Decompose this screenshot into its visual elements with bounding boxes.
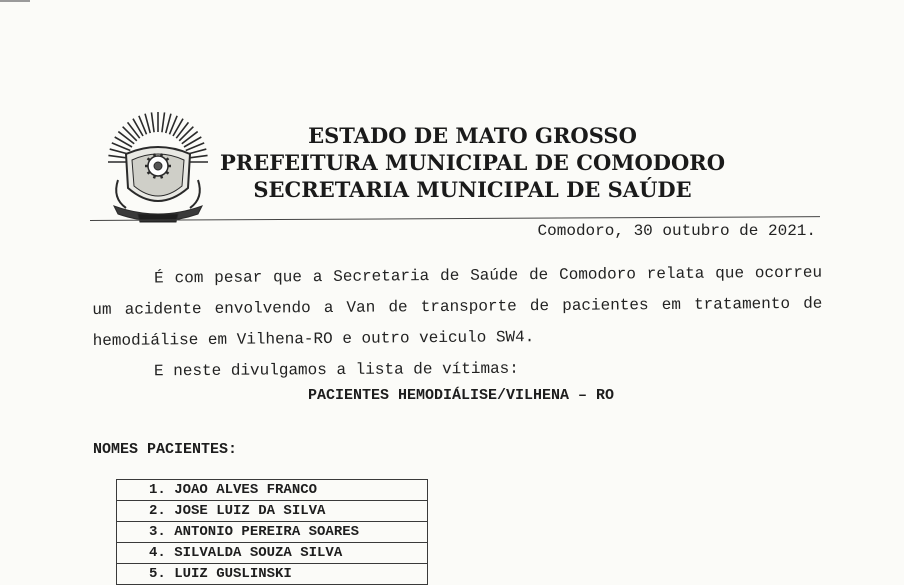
table-row xyxy=(117,543,428,564)
document-date: Comodoro, 30 outubro de 2021. xyxy=(537,222,816,240)
patients-table xyxy=(116,479,428,585)
table-row xyxy=(117,480,428,501)
body-paragraph-2: E neste divulgamos a lista de vítimas: xyxy=(153,359,519,381)
table-row xyxy=(117,522,428,543)
names-heading: NOMES PACIENTES: xyxy=(93,441,238,458)
header-prefecture: PREFEITURA MUNICIPAL DE COMODORO xyxy=(219,150,726,175)
patient-name: 5. LUIZ GUSLINSKI xyxy=(117,564,428,585)
patient-name: 1. JOAO ALVES FRANCO xyxy=(117,480,428,501)
patient-name: 4. SILVALDA SOUZA SILVA xyxy=(117,543,428,564)
table-row xyxy=(117,564,428,585)
patient-name: 3. ANTONIO PEREIRA SOARES xyxy=(117,522,428,543)
header-secretariat: SECRETARIA MUNICIPAL DE SAÚDE xyxy=(253,177,692,202)
table-row xyxy=(117,501,428,522)
header-state: ESTADO DE MATO GROSSO xyxy=(308,123,637,148)
page-edge-mark xyxy=(0,0,30,2)
body-paragraph-1: É com pesar que a Secretaria de Saúde de Comodoro relata que ocorreu um acidente envolvendo a Van de transporte de pacientes em tratamento de hemodiálise em Vilhena-RO e outro veiculo SW4. xyxy=(92,263,823,350)
patients-subtitle: PACIENTES HEMODIÁLISE/VILHENA – RO xyxy=(308,387,615,404)
patient-name: 2. JOSE LUIZ DA SILVA xyxy=(117,501,428,522)
coat-of-arms-icon xyxy=(104,110,212,228)
document-header xyxy=(200,122,745,203)
